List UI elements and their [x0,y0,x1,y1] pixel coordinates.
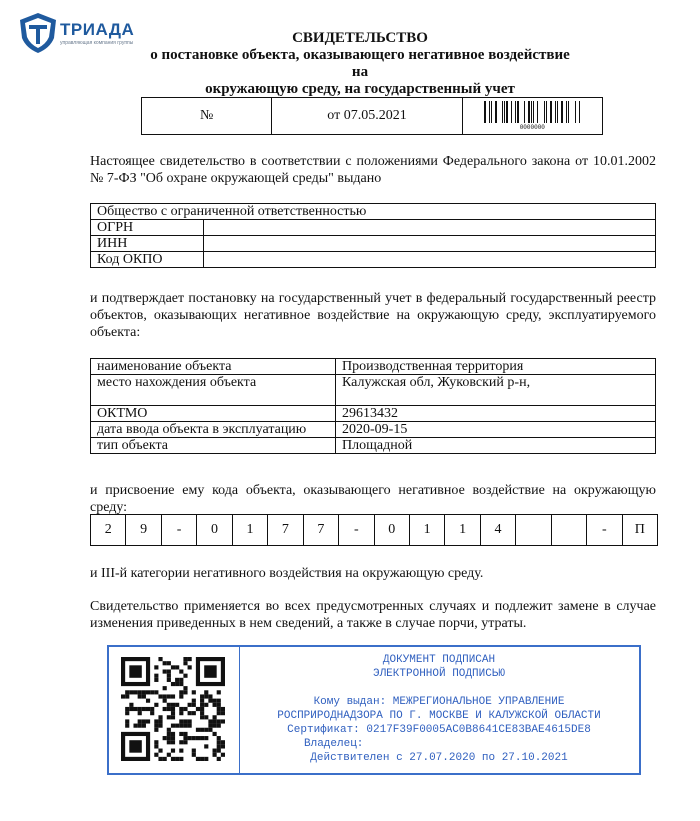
barcode-bar [484,101,486,123]
code-cell: 1 [410,515,445,545]
shield-logo-icon [18,12,58,54]
qr-module [129,665,141,677]
barcode-bar [517,101,519,123]
qr-module [196,736,200,740]
qr-module [125,719,129,723]
qr-module [183,690,187,694]
qr-module [167,740,171,744]
org-label-okpo: Код ОКПО [91,252,204,268]
qr-module [221,707,225,711]
qr-module [208,719,212,723]
barcode-bar [570,101,571,123]
qr-module [150,707,154,711]
qr-module [200,703,204,707]
qr-module [204,703,208,707]
qr-module [192,736,196,740]
qr-module [121,694,125,698]
object-table [90,358,656,454]
qr-module [142,694,146,698]
qr-module [171,732,175,736]
qr-module [213,749,217,753]
number-box [141,97,603,135]
qr-module [179,724,183,728]
qr-module [158,657,162,661]
qr-module [163,686,167,690]
org-name: Общество с ограниченной ответственностью [91,204,656,220]
qr-module [171,694,175,698]
qr-module [179,690,183,694]
barcode-bar [542,101,543,123]
qr-module [129,703,133,707]
qr-module [133,724,137,728]
qr-module [183,736,187,740]
barcode-bar [557,101,558,123]
qr-module [154,753,158,757]
code-cell: 4 [481,515,516,545]
intro-paragraph: Настоящее свидетельство в соответствии с положениями Федерального закона от 10.01.2002 № 7-ФЗ "Об охране окружающей среды" выдано [90,154,656,186]
qr-module [192,711,196,715]
barcode-bar [515,101,516,123]
logo-name: ТРИАДА [60,20,135,39]
qr-module [142,707,146,711]
org-value-okpo [204,252,656,268]
qr-module [154,665,158,669]
object-label-location: место нахождения объекта [91,375,336,406]
qr-module [217,703,221,707]
qr-module [183,740,187,744]
barcode-bar [511,101,512,123]
qr-module [179,669,183,673]
code-cell: 7 [304,515,339,545]
qr-module [163,736,167,740]
qr-module [154,728,158,732]
barcode-cell [463,98,602,134]
qr-module [204,694,208,698]
qr-module [138,711,142,715]
signature-certificate: Сертификат: 0217F39F0005AC0B8641CE83BAE4615DE8 [287,724,591,736]
qr-module [158,694,162,698]
qr-module [188,724,192,728]
org-value-inn [204,236,656,252]
barcode-bar [533,101,534,123]
qr-module [138,719,142,723]
qr-module [154,674,158,678]
qr-module [171,707,175,711]
barcode-bar [561,101,563,123]
qr-module [204,715,208,719]
qr-module [163,669,167,673]
code-cell: - [587,515,622,545]
barcode-bar [520,101,521,123]
qr-module [221,753,225,757]
code-cell [552,515,587,545]
qr-module [163,699,167,703]
qr-module [158,749,162,753]
barcode-bar [522,101,523,123]
qr-module [217,736,221,740]
qr-module [188,711,192,715]
qr-module [208,728,212,732]
qr-module [217,719,221,723]
title-subtitle-line1: о постановке объекта, оказывающего негативное воздействие на [150,47,570,80]
barcode-bar [564,101,565,123]
qr-module [167,678,171,682]
qr-module [142,724,146,728]
barcode-bar [491,101,492,123]
object-label-oktmo: ОКТМО [91,406,336,422]
barcode-bar [575,101,576,123]
barcode-number: 0000000 [519,124,545,131]
code-cell: 2 [91,515,126,545]
category-paragraph: и III-й категории негативного воздействия на окружающую среду. [90,566,484,581]
signature-valid: Действителен с 27.07.2020 по 27.10.2021 [310,752,568,764]
qr-module [221,711,225,715]
barcode-bar [528,101,530,123]
object-value-location: Калужская обл, Жуковский р-н, [336,375,656,406]
qr-module [217,740,221,744]
qr-module [171,740,175,744]
object-label-name: наименование объекта [91,359,336,375]
barcode-bar [506,101,508,123]
qr-module [171,665,175,669]
qr-module [179,694,183,698]
code-cell: 7 [268,515,303,545]
barcode-bar [493,101,494,123]
qr-module [208,694,212,698]
qr-module [179,732,183,736]
qr-module [204,757,208,761]
qr-module [179,719,183,723]
qr-module [192,753,196,757]
qr-module [129,690,133,694]
qr-module [200,699,204,703]
barcode-bar [524,101,525,123]
qr-module [204,728,208,732]
qr-module [200,728,204,732]
qr-module [200,715,204,719]
qr-module [175,703,179,707]
barcode-bar [548,101,549,123]
qr-module [217,699,221,703]
qr-module [163,757,167,761]
qr-module [167,753,171,757]
qr-module [146,707,150,711]
qr-module [183,719,187,723]
org-label-inn: ИНН [91,236,204,252]
barcode-bar [489,101,490,123]
qr-module [171,736,175,740]
qr-module [192,690,196,694]
qr-module [200,711,204,715]
signature-owner: Владелец: [304,738,364,750]
barcode-bar [572,101,574,123]
code-cell: 1 [445,515,480,545]
qr-module [171,724,175,728]
barcode-bar [579,101,580,123]
qr-module [167,732,171,736]
qr-module [179,707,183,711]
qr-module [200,736,204,740]
qr-module [175,678,179,682]
qr-module [158,724,162,728]
qr-module [175,682,179,686]
qr-module [167,703,171,707]
code-cell: 1 [233,515,268,545]
barcode-bar [577,101,578,123]
qr-module [150,711,154,715]
qr-module [175,757,179,761]
qr-module [213,703,217,707]
title-main: СВИДЕТЕЛЬСТВО [292,30,428,46]
barcode-bar [531,101,532,123]
organization-table [90,203,656,268]
qr-module [125,724,129,728]
signature-line2: ЭЛЕКТРОННОЙ ПОДПИСЬЮ [372,668,506,680]
qr-module [154,678,158,682]
qr-module [167,661,171,665]
barcode-bar [553,101,554,123]
qr-module [167,694,171,698]
qr-module [167,707,171,711]
qr-module [200,707,204,711]
barcode-bar [495,101,497,123]
qr-module [188,657,192,661]
object-value-name: Производственная территория [336,359,656,375]
qr-module [200,694,204,698]
qr-module [163,661,167,665]
signature-issued-to: Кому выдан: МЕЖРЕГИОНАЛЬНОЕ УПРАВЛЕНИЕ [313,696,565,708]
confirm-paragraph: и подтверждает постановку на государственный учет в федеральный государственный реестр объектов, оказывающих негативное воздействие на окружающую среду, эксплуатируемого объекта: [90,291,656,340]
code-cell: - [339,515,374,545]
qr-module [138,694,142,698]
qr-module [221,744,225,748]
qr-module [125,711,129,715]
document-title [150,30,570,98]
signature-line1: ДОКУМЕНТ ПОДПИСАН [382,654,496,666]
signature-text [244,653,634,765]
qr-module [188,665,192,669]
barcode-bar [555,101,556,123]
qr-module [204,690,208,694]
qr-module [204,736,208,740]
qr-module [154,703,158,707]
qr-module [142,690,146,694]
qr-module [154,719,158,723]
barcode-bar [546,101,547,123]
barcode-bar [498,101,499,123]
qr-module [213,724,217,728]
barcode-bar [539,101,541,123]
qr-module [200,757,204,761]
stamp-divider [239,647,240,773]
barcode-bar [487,101,488,123]
qr-module [125,707,129,711]
qr-module [217,724,221,728]
qr-module [171,757,175,761]
qr-module [179,757,183,761]
qr-module [167,736,171,740]
qr-module [158,715,162,719]
qr-module [192,699,196,703]
qr-module [221,719,225,723]
qr-module [217,707,221,711]
qr-module [158,757,162,761]
date-cell: от 07.05.2021 [272,98,462,134]
qr-module [154,744,158,748]
code-cell [516,515,551,545]
barcode-bar [513,101,514,123]
qr-module [183,661,187,665]
qr-module [167,674,171,678]
org-label-ogrn: ОГРН [91,220,204,236]
qr-module [179,749,183,753]
qr-module [213,719,217,723]
qr-module [217,744,221,748]
qr-module [213,715,217,719]
qr-module [167,669,171,673]
code-cell: 0 [197,515,232,545]
barcode-bar [504,101,505,123]
barcode-bar [500,101,501,123]
qr-module [146,719,150,723]
qr-module [138,707,142,711]
title-subtitle-line2: окружающую среду, на государственный учет [205,81,515,97]
qr-module [129,740,141,752]
qr-module [217,749,221,753]
qr-module [171,711,175,715]
qr-module [133,707,137,711]
qr-module [196,757,200,761]
qr-module [179,682,183,686]
qr-module [167,728,171,732]
org-value-ogrn [204,220,656,236]
code-cell: 0 [375,515,410,545]
logo-subtitle: управляющая компания группы [60,40,134,46]
qr-module [163,707,167,711]
qr-module [183,724,187,728]
qr-module [175,724,179,728]
qr-module [175,665,179,669]
qr-module [183,674,187,678]
qr-module [129,707,133,711]
barcode-bar [550,101,552,123]
qr-module [183,732,187,736]
qr-module [179,711,183,715]
code-cell: - [162,515,197,545]
qr-module [213,732,217,736]
qr-module [171,682,175,686]
barcode-bar [544,101,545,123]
qr-module [133,690,137,694]
qr-module [154,740,158,744]
object-value-oktmo: 29613432 [336,406,656,422]
qr-module [217,711,221,715]
electronic-signature-stamp [107,645,641,775]
qr-module [204,744,208,748]
qr-module [146,699,150,703]
barcode-bar [526,101,527,123]
qr-module [171,703,175,707]
barcode-bar [502,101,503,123]
number-cell: № [142,98,272,134]
barcode-bar [537,101,538,123]
qr-module [138,690,142,694]
barcode-bar [568,101,569,123]
qr-module [204,665,216,677]
applies-paragraph: Свидетельство применяется во всех предусмотренных случаях и подлежит замене в случае изменения приведенных в нем сведений, а также в случае порчи, утраты. [90,599,656,631]
barcode-bar [559,101,560,123]
qr-module [125,694,129,698]
code-cell: 9 [126,515,161,545]
qr-module [213,699,217,703]
qr-module [154,724,158,728]
signature-issued-to-2: РОСПРИРОДНАДЗОРА ПО Г. МОСКВЕ И КАЛУЖСКОЙ ОБЛАСТИ [277,710,601,722]
qr-module [213,753,217,757]
object-code [90,514,658,546]
object-label-type: тип объекта [91,438,336,454]
qr-module [183,707,187,711]
qr-module [188,703,192,707]
qr-module [221,740,225,744]
qr-module [217,757,221,761]
qr-module [183,657,187,661]
qr-module [188,719,192,723]
company-logo [18,12,148,60]
qr-module [146,690,150,694]
object-label-date: дата ввода объекта в эксплуатацию [91,422,336,438]
barcode-bar [509,101,510,123]
code-cell: П [634,522,645,537]
qr-module [188,736,192,740]
object-value-type: Площадной [336,438,656,454]
qr-module [196,707,200,711]
qr-module [192,749,196,753]
qr-module [171,749,175,753]
assign-paragraph: и присвоение ему кода объекта, оказывающего негативное воздействие на окружающую среду: [90,483,656,515]
qr-code-icon [121,657,225,761]
qr-module [217,690,221,694]
qr-module [158,719,162,723]
barcode-bar [566,101,567,123]
qr-module [179,740,183,744]
qr-module [150,690,154,694]
qr-module [183,686,187,690]
qr-module [179,678,183,682]
qr-module [192,703,196,707]
qr-module [125,690,129,694]
qr-module [142,719,146,723]
qr-module [167,715,171,719]
qr-module [163,694,167,698]
object-value-date: 2020-09-15 [336,422,656,438]
qr-module [208,699,212,703]
qr-module [196,728,200,732]
qr-module [171,715,175,719]
qr-module [208,724,212,728]
qr-module [154,690,158,694]
barcode-bar [535,101,536,123]
qr-module [138,724,142,728]
barcode-icon [484,101,580,123]
